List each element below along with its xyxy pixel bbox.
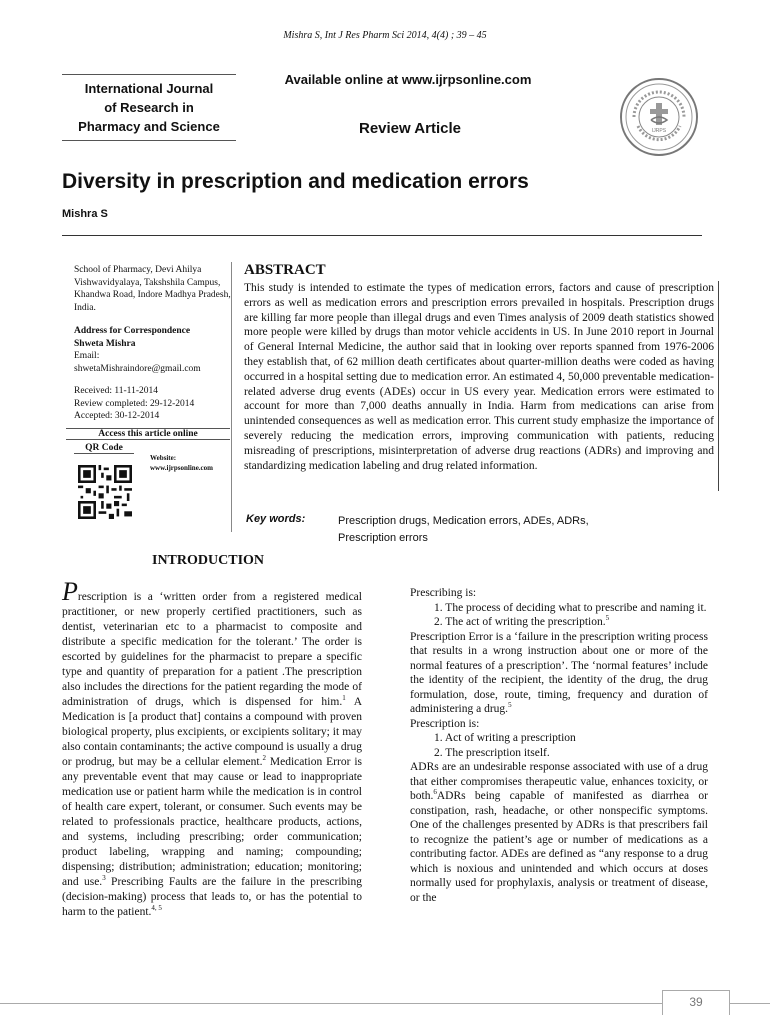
accepted-date: Accepted: 30-12-2014 [74,411,160,421]
list-item: 1. Act of writing a prescription [434,732,576,744]
website-label: Website: [150,454,177,462]
col2-text-a: Prescription Error is a ‘failure in the prescription writing process that results in a wrong instruction about one or more of the normal features of a prescription’. The ‘normal features’ include the identity of the recipient, the identity of the drug, the drug formulation, dose, route, timing, frequency and duration of administering a drug. [410,630,708,715]
citation-ref: 5 [508,701,512,710]
affiliation: School of Pharmacy, Devi Ahilya Vishwavidyalaya, Takshshila Campus, Khandwa Road, Indore Madhya Pradesh, India. [74,265,231,313]
intro-text-c: Medication Error is any preventable event that may cause or lead to inappropriate medication use or patient harm while the medication is in control of health care expert, tolerant, or consumer. Such events may be related to professionals practice, healthcare products, actions, and systems, including prescribing; order communication; product labeling, wrapping and naming; compounding; dispensing; distribution; administration; education; monitoring; and use. [62,756,362,888]
title-divider [62,235,702,236]
journal-name [62,74,236,141]
journal-line-2: of Research in [104,100,194,115]
abstract-side-rule [718,281,719,491]
received-date: Received: 11-11-2014 [74,386,158,396]
body-column-right [410,586,708,905]
journal-line-1: International Journal [84,81,214,96]
abstract-body: This study is intended to estimate the types of medication errors, factors and cause of prescription errors as well as medication errors and prescription errors prevailed in hospitals. Prescription drugs are killing far more people than illegal drugs and even Times analysis of 2009 death statistics showed more people were killed by drugs than motor vehicle accidents in US. In June 2010 report in Journal of General Internal Medicine, the author said that in looking over reports spanned from 1976-2006 they establish that, of 62 million death certificates about quarter-million deaths were coded as having occurred in a hospital setting due to medication error. An estimated 4, 50,000 preventable medication- related adverse drug events (ADEs) occur in US every year. Medication errors were estimated to account for more than 7,000 deaths annually in India. Harm from medications can arise from unintended consequences as well as medication error. This current study emphasize the importance of severely reducing the medication errors, improving communication with patients, reducing misreading of prescriptions, misinterpretation of adverse drug reactions (ADRs) and improving and standardizing medication labeling and drug related information. [244,282,714,472]
access-title: Access this article online [66,429,230,440]
article-dates [74,385,234,423]
svg-text:IJRPS: IJRPS [651,128,667,134]
col2-text-c: ADRs being capable of manifested as diarrhea or constipation, rash, headache, or other nonspecific symptoms. One of the challenges presented by ADRs is that prescribers fail to recognize the patient’s age or number of medications as a contributing factor. ADEs are defined as “any response to a drug which is noxious and unintended and which occurs at doses normally used for prophylaxis, analysis or treatment of disease, or the [410,790,708,904]
website-url: www.ijrpsonline.com [150,464,213,472]
journal-seal-icon [618,76,700,158]
intro-text-d: Prescribing Faults are the failure in the prescribing (decision-making) process that leads to, or has the potential to harm to the patient. [62,876,362,918]
prescribing-is-label: Prescribing is: [410,587,477,599]
footer-rule [0,1003,770,1004]
keywords-text [338,513,638,547]
keywords-line-1: Prescription drugs, Medication errors, ADEs, ADRs, [338,515,589,527]
citation-ref: 6 [433,788,437,797]
correspondence-heading: Address for Correspondence [74,326,191,336]
abstract-heading: ABSTRACT [244,262,326,278]
intro-text-b: A Medication is [a product that] contains a compound with proven biological property, plus excipients, or excipients solitary; it may also contain contaminants; the active compound is usually a drug or prodrug, but may be a cellular element. [62,696,363,768]
website-info [150,453,213,473]
citation-ref: 2 [262,754,266,763]
email-label: Email: [74,351,100,361]
email-address: shwetaMishraindore@gmail.com [74,363,201,374]
citation-ref: 4, 5 [151,904,162,913]
col2-text-b: ADRs are an undesirable response associated with use of a drug that either compromises therapeutic value, enhances toxicity, or both. [410,761,708,802]
access-online-box [66,428,230,533]
journal-line-3: Pharmacy and Science [78,119,220,134]
correspondence-name: Shweta Mishra [74,338,136,349]
body-column-left [62,577,363,920]
qr-code-icon [78,465,132,519]
list-item [434,615,708,630]
article-type: Review Article [359,120,461,137]
correspondence [74,325,234,375]
intro-paragraph [62,577,363,920]
prescription-error-paragraph [410,630,708,717]
author: Mishra S [62,208,108,220]
citation-ref: 3 [102,874,106,883]
review-completed-date: Review completed: 29-12-2014 [74,398,195,409]
citation-ref: 1 [342,694,346,703]
page-number: 39 [662,990,730,1015]
drop-cap: P [62,577,78,606]
list-item-text: 2. The act of writing the prescription. [434,616,606,628]
qr-code-label: QR Code [74,443,134,454]
list-item: 2. The prescription itself. [434,746,550,759]
list-item: 1. The process of deciding what to prescribe and naming it. [434,601,707,614]
intro-text-a: rescription is a ‘written order from a registered medical practitioner, or new properly certified practitioners, such as dentist, veterinarian etc to a pharmacist to composite and distribute a specific medication for the tolerant.’ The order is escorted by guidelines for the pharmacist to prepare a specific type and quantity of preparation for a patient .The prescription also includes the directions for the patient regarding the mode of administration of drugs, which is dispensed for him. [62,591,362,708]
keywords-line-2: Prescription errors [338,532,428,544]
adr-paragraph [410,760,708,905]
citation-ref: 5 [605,614,610,623]
article-title: Diversity in prescription and medication errors [62,170,529,193]
keywords-label: Key words: [246,513,306,525]
available-online: Available online at www.ijrpsonline.com [284,72,532,87]
introduction-heading: INTRODUCTION [152,553,265,568]
prescription-is-label: Prescription is: [410,717,480,730]
citation-header: Mishra S, Int J Res Pharm Sci 2014, 4(4) ; 39 – 45 [283,30,487,41]
